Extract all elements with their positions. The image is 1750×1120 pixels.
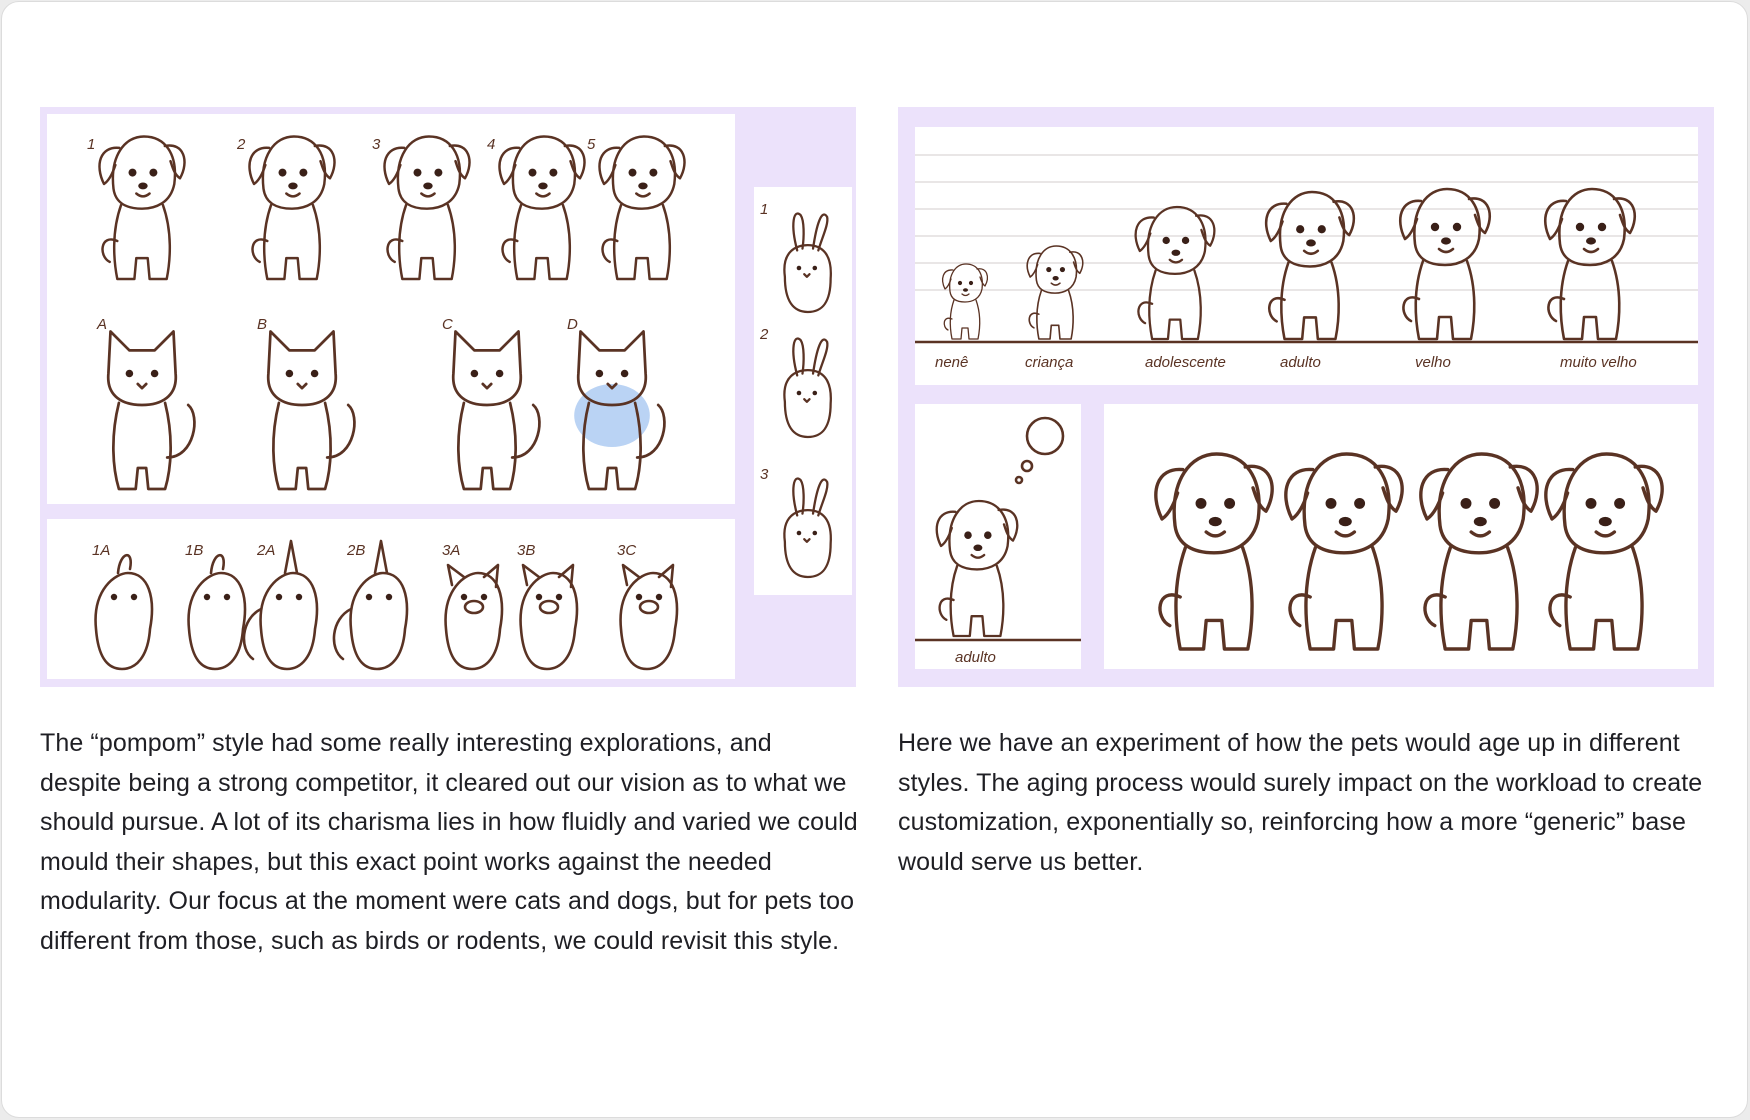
pompom-style-board bbox=[40, 107, 856, 687]
dog-number-label: 1 bbox=[87, 136, 96, 153]
misc-pet-label: 1B bbox=[185, 542, 204, 559]
misc-pet-label: 3C bbox=[617, 542, 637, 559]
aging-dog-sketch-3 bbox=[1136, 207, 1215, 339]
misc-pet-label: 3A bbox=[442, 542, 461, 559]
bunny-number-label: 2 bbox=[760, 326, 769, 343]
misc-pet-label: 2A bbox=[257, 542, 276, 559]
age-label: muito velho bbox=[1560, 354, 1637, 371]
bunny-number-label: 3 bbox=[760, 466, 769, 483]
dog-number-label: 4 bbox=[487, 136, 496, 153]
age-label: adolescente bbox=[1145, 354, 1226, 371]
bunny-sketch-1 bbox=[784, 214, 830, 312]
sad-dog-sketch bbox=[915, 404, 1081, 669]
birds-unicorns-pigs-sketch-sheet bbox=[47, 519, 735, 679]
dog-number-label: 3 bbox=[372, 136, 381, 153]
bunnies-sketch-sheet bbox=[754, 187, 852, 595]
dog-style-sketch-2 bbox=[1286, 454, 1402, 649]
aging-dog-sketch-2 bbox=[1027, 246, 1082, 339]
dog-style-sketch-4 bbox=[1546, 454, 1662, 649]
dog-style-sketch-1 bbox=[1156, 454, 1272, 649]
misc-pet-label: 1A bbox=[92, 542, 111, 559]
content-card bbox=[1, 1, 1748, 1118]
adult-label: adulto bbox=[955, 649, 996, 666]
dog-sketch-5 bbox=[599, 137, 684, 280]
cat-letter-label: C bbox=[442, 316, 453, 333]
bunny-sketch-2 bbox=[784, 339, 830, 437]
age-label: adulto bbox=[1280, 354, 1321, 371]
misc-pet-sketch-4 bbox=[334, 541, 407, 669]
misc-pet-sketch-1 bbox=[96, 555, 152, 669]
misc-pet-sketch-5 bbox=[446, 565, 502, 669]
aging-caption: Here we have an experiment of how the pets would age up in different styles. The aging process would surely impact on the workload to create customization, exponentially so, reinforcing how a more “generic” base would serve us better. bbox=[898, 729, 1703, 876]
cat-letter-label: D bbox=[567, 316, 578, 333]
aging-dog-sketch-6 bbox=[1545, 189, 1635, 339]
dog-style-sketch-3 bbox=[1421, 454, 1537, 649]
aging-dog-sketch-5 bbox=[1400, 189, 1490, 339]
dog-styles-sketch-sheet bbox=[1104, 404, 1698, 669]
dog-number-label: 2 bbox=[237, 136, 246, 153]
cat-sketch-3 bbox=[453, 332, 539, 490]
cat-letter-label: A bbox=[97, 316, 108, 333]
sad-adult-dog-sketch bbox=[937, 501, 1018, 636]
aging-dog-sketch-4 bbox=[1266, 192, 1354, 339]
aging-dog-sketch-1 bbox=[943, 264, 988, 339]
pompom-style-caption: The “pompom” style had some really interesting explorations, and despite being a strong competitor, it cleared out our vision as to what we should pursue. A lot of its charisma lies in how fluidly and varied we could mould their shapes, but this exact point works against the needed modularity. Our focus at the moment were cats and dogs, but for pets too different from those, such as birds or rodents, we could revisit this style. bbox=[40, 729, 858, 955]
thought-bubble bbox=[1027, 418, 1063, 454]
dogs-cats-sketch-sheet bbox=[47, 114, 735, 504]
dog-sketch-2 bbox=[249, 137, 334, 280]
dog-sketch-3 bbox=[384, 137, 469, 280]
sad-dog-sketch-sheet bbox=[915, 404, 1081, 669]
age-label: velho bbox=[1415, 354, 1451, 371]
aging-lineup-sketch bbox=[915, 127, 1698, 385]
misc-pet-sketch-2 bbox=[189, 555, 245, 669]
misc-pet-sketch-7 bbox=[621, 565, 677, 669]
dogs-cats-sketch bbox=[47, 114, 735, 504]
misc-pet-sketch-3 bbox=[244, 541, 317, 669]
dog-styles-sketch bbox=[1104, 404, 1698, 669]
cat-sketch-2 bbox=[268, 332, 354, 490]
misc-pet-label: 2B bbox=[347, 542, 366, 559]
misc-pet-label: 3B bbox=[517, 542, 536, 559]
age-label: criança bbox=[1025, 354, 1074, 371]
bunny-sketch-3 bbox=[784, 479, 830, 577]
dog-number-label: 5 bbox=[587, 136, 596, 153]
dog-sketch-1 bbox=[99, 137, 184, 280]
age-label: nenê bbox=[935, 354, 969, 371]
birds-unicorns-pigs-sketch bbox=[47, 519, 735, 679]
bunny-number-label: 1 bbox=[760, 201, 769, 218]
misc-pet-sketch-6 bbox=[521, 565, 577, 669]
bunnies-sketch bbox=[754, 187, 852, 595]
cat-sketch-4 bbox=[574, 332, 664, 490]
aging-board bbox=[898, 107, 1714, 687]
cat-letter-label: B bbox=[257, 316, 268, 333]
aging-lineup-sketch-sheet bbox=[915, 127, 1698, 385]
dog-sketch-4 bbox=[499, 137, 584, 280]
cat-sketch-1 bbox=[108, 332, 194, 490]
